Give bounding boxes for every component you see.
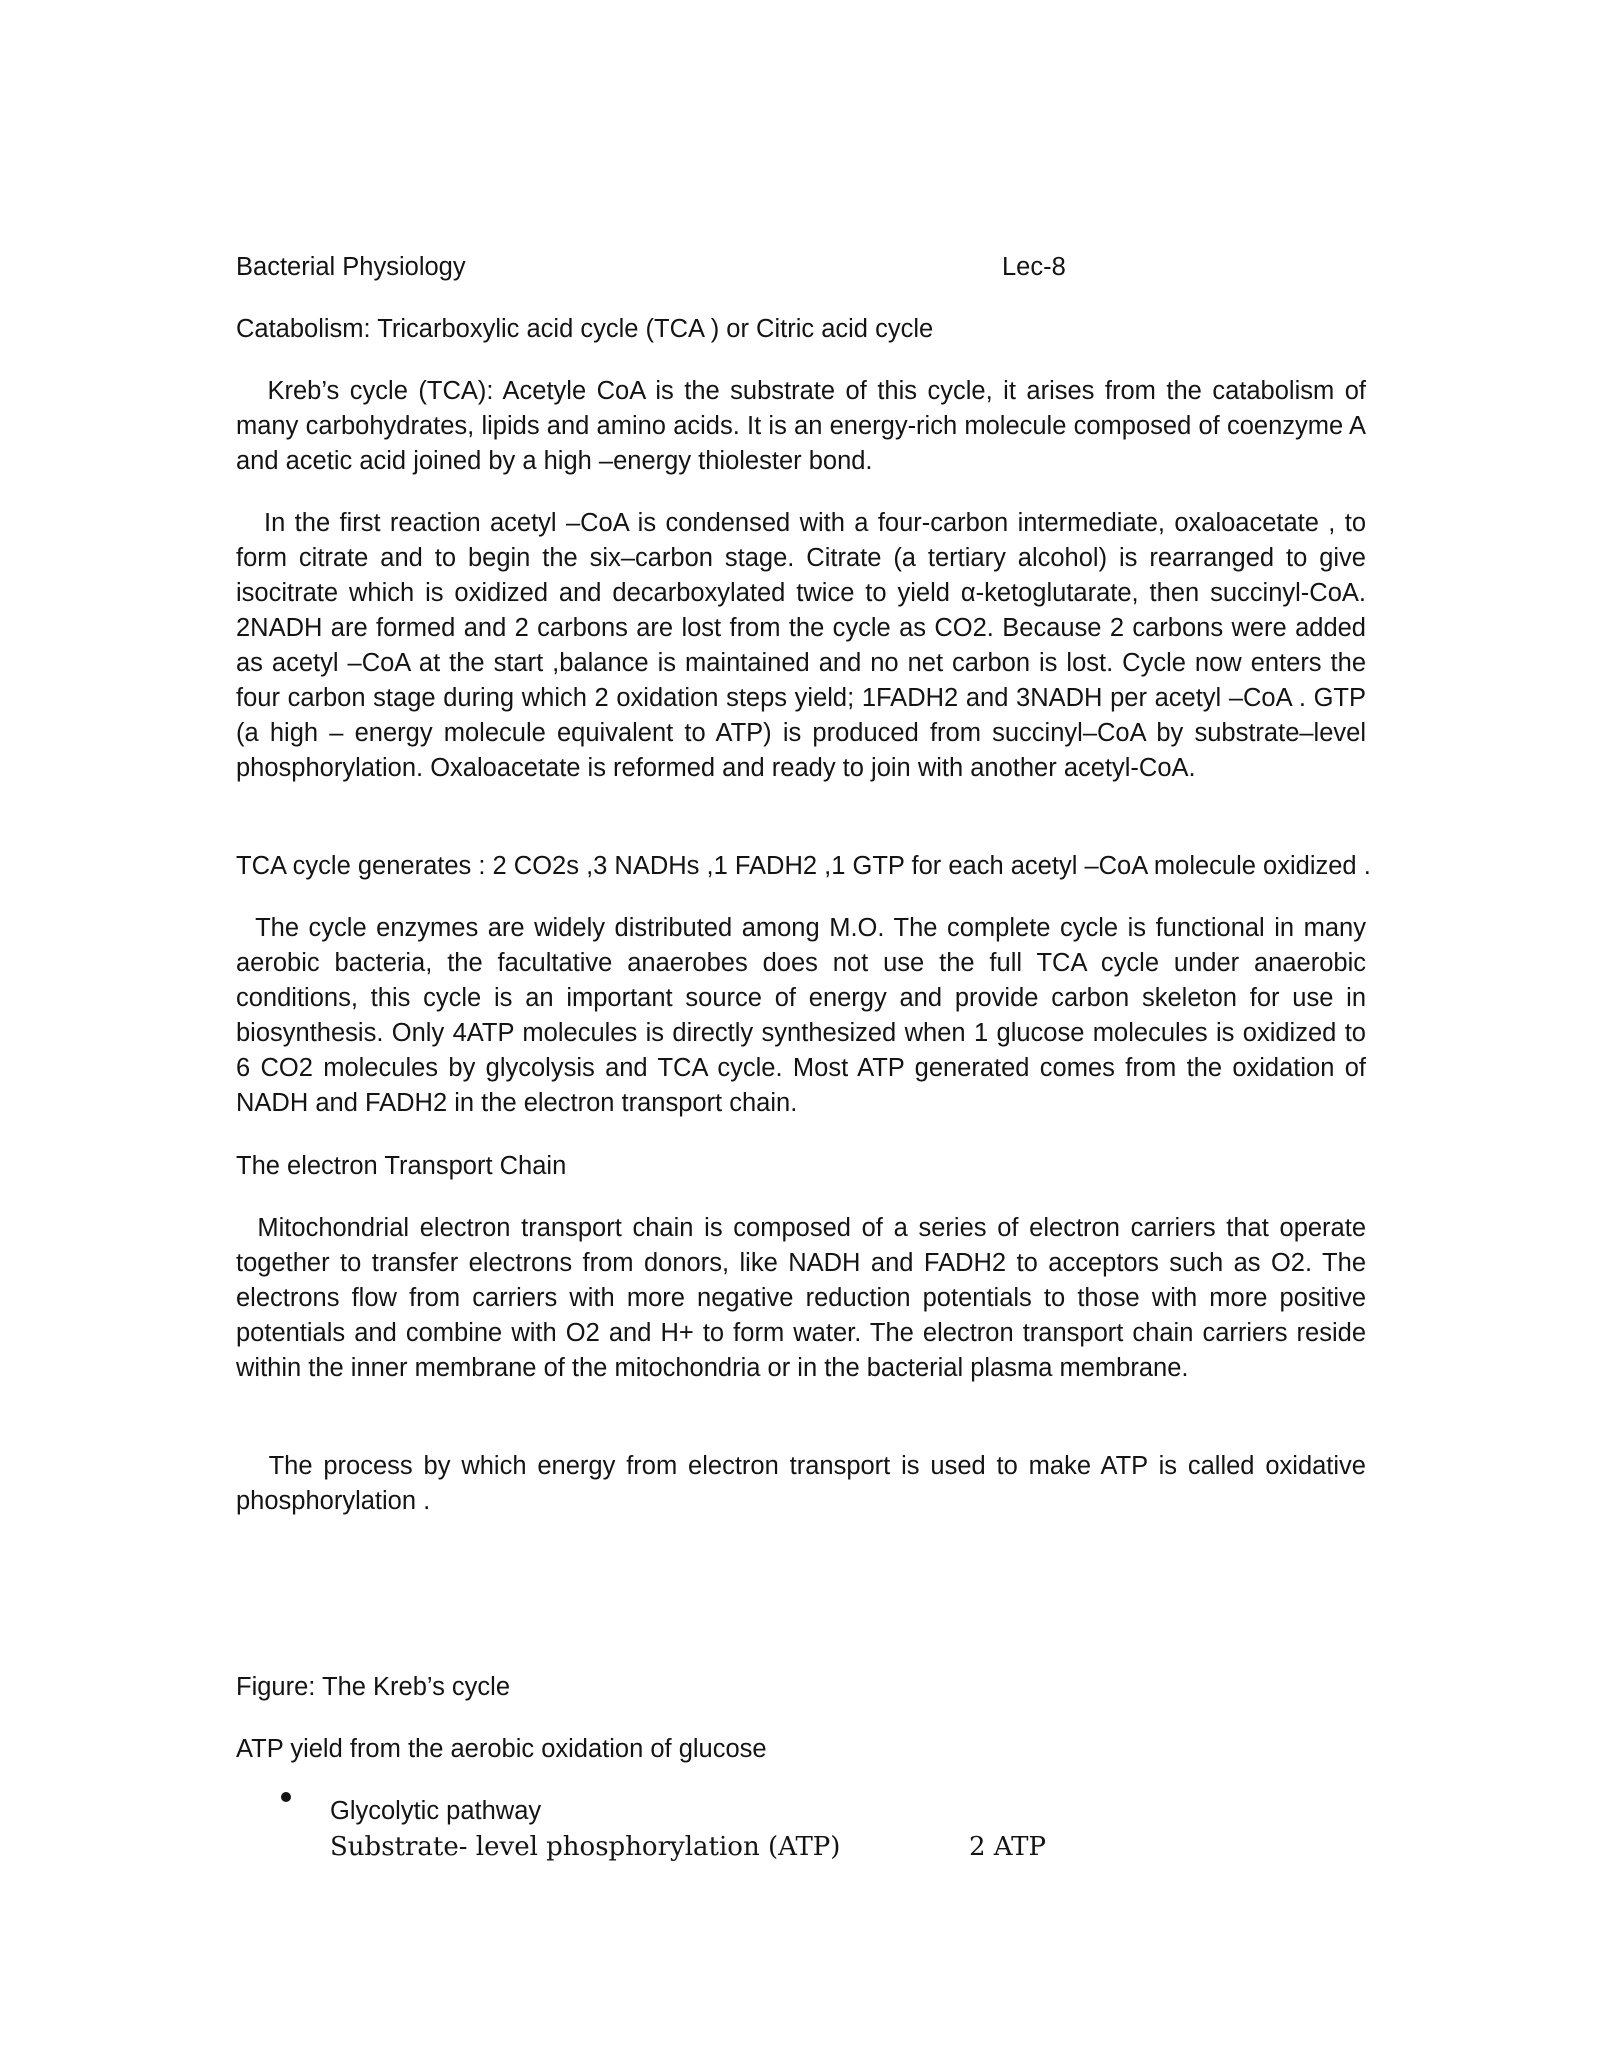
- bullet-dot-icon: [281, 1792, 291, 1802]
- lecture-number: Lec-8: [1002, 253, 1066, 281]
- section-subtitle: Catabolism: Tricarboxylic acid cycle (TCA ) or Citric acid cycle: [236, 315, 934, 343]
- heading-atp-yield: ATP yield from the aerobic oxidation of glucose: [236, 1735, 767, 1763]
- paragraph-first-reaction: In the first reaction acetyl –CoA is condensed with a four-carbon intermediate, oxaloacetate , to form citrate and to begin the six–carbon stage. Citrate (a tertiary alcohol) is rearranged to give isocitrate which is oxidized and decarboxylated twice to yield α-ketoglutarate, then succinyl-CoA. 2NADH are formed and 2 carbons are lost from the cycle as CO2. Because 2 carbons were added as acetyl –CoA at the start ,balance is maintained and no net carbon is lost. Cycle now enters the four carbon stage during which 2 oxidation steps yield; 1FADH2 and 3NADH per acetyl –CoA . GTP (a high – energy molecule equivalent to ATP) is produced from succinyl–CoA by substrate–level phosphorylation. Oxaloacetate is reformed and ready to join with another acetyl-CoA.: [236, 509, 1366, 782]
- atp-row-value: 2 ATP: [969, 1832, 1046, 1862]
- paragraph-mitochondrial-chain: Mitochondrial electron transport chain is composed of a series of electron carriers that operate together to transfer electrons from donors, like NADH and FADH2 to acceptors such as O2. The electrons flow from carriers with more negative reduction potentials to those with more positive potentials and combine with O2 and H+ to form water. The electron transport chain carriers reside within the inner membrane of the mitochondria or in the bacterial plasma membrane.: [236, 1214, 1366, 1382]
- atp-row-label: Substrate- level phosphorylation (ATP): [330, 1832, 841, 1862]
- list-item-glycolytic-pathway: Glycolytic pathway: [330, 1797, 542, 1825]
- paragraph-krebs-intro: Kreb’s cycle (TCA): Acetyle CoA is the substrate of this cycle, it arises from the catabolism of many carbohydrates, lipids and amino acids. It is an energy-rich molecule composed of coenzyme A and acetic acid joined by a high –energy thiolester bond.: [236, 377, 1366, 475]
- figure-caption: Figure: The Kreb’s cycle: [236, 1673, 511, 1701]
- heading-electron-transport-chain: The electron Transport Chain: [236, 1152, 567, 1180]
- course-title: Bacterial Physiology: [236, 253, 466, 281]
- paragraph-oxidative-phosphorylation: The process by which energy from electron transport is used to make ATP is called oxidative phosphorylation .: [236, 1452, 1366, 1515]
- paragraph-tca-generates: TCA cycle generates : 2 CO2s ,3 NADHs ,1 FADH2 ,1 GTP for each acetyl –CoA molecule oxidized .: [236, 852, 1371, 880]
- paragraph-cycle-enzymes: The cycle enzymes are widely distributed among M.O. The complete cycle is functional in many aerobic bacteria, the facultative anaerobes does not use the full TCA cycle under anaerobic conditions, this cycle is an important source of energy and provide carbon skeleton for use in biosynthesis. Only 4ATP molecules is directly synthesized when 1 glucose molecules is oxidized to 6 CO2 molecules by glycolysis and TCA cycle. Most ATP generated comes from the oxidation of NADH and FADH2 in the electron transport chain.: [236, 914, 1366, 1117]
